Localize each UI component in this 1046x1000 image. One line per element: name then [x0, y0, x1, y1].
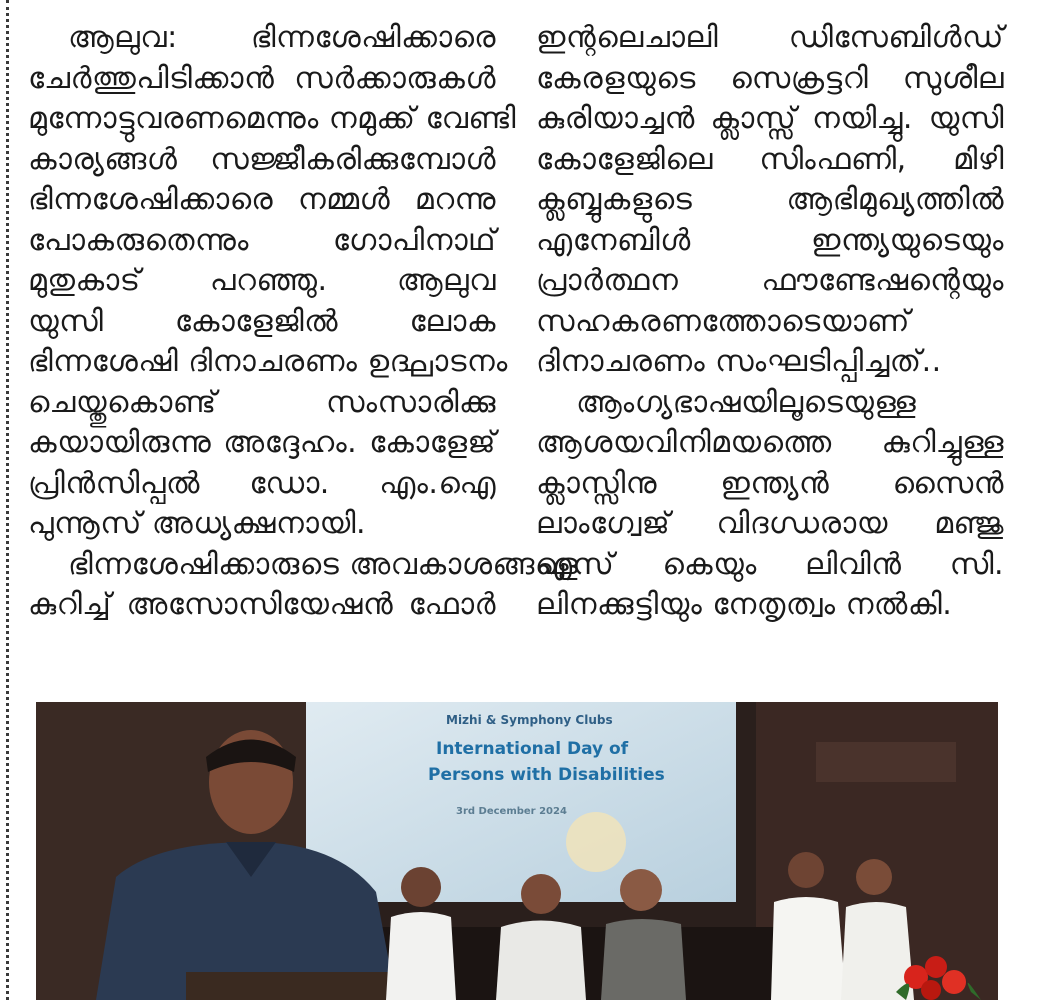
- article-line: ദിനാചരണം സംഘടിപ്പിച്ചത്..: [536, 344, 942, 379]
- screen-line: 3rd December 2024: [456, 806, 567, 817]
- column-divider-rule: [6, 0, 9, 1000]
- article-right-column: [536, 18, 1004, 626]
- event-photo-illustration: [36, 702, 998, 1000]
- article-line: ക്ലബ്ബുകളുടെ ആഭിമുഖ്യത്തിൽ: [536, 182, 1004, 217]
- article-line: ഇന്റലെചാലി ഡിസേബിൾഡ്: [536, 20, 1004, 55]
- article-line: ലാംഗ്വേജ് വിദഗ്ധരായ മഞ്ജു: [536, 506, 1004, 541]
- article-line: ക്ലാസ്സിനു ഇന്ത്യൻ സൈൻ: [536, 465, 1004, 501]
- article-line: കുരിയാച്ചൻ ക്ലാസ്സ് നയിച്ചു. യുസി: [536, 101, 1004, 136]
- article-line: സഹകരണത്തോടെയാണ്: [536, 303, 911, 339]
- article-line: പോകരുതെന്നും ഗോപിനാഥ്: [28, 222, 496, 258]
- article-line: പുന്നൂസ് അധ്യക്ഷനായി.: [28, 506, 366, 541]
- article-line: കുറിച്ച് അസോസിയേഷൻ ഫോർ: [28, 587, 496, 622]
- article-line: പ്രിൻസിപ്പൽ ഡോ. എം.ഐ: [28, 465, 496, 501]
- article-line: ഭിന്നശേഷിക്കാരുടെ അവകാശങ്ങളെ: [68, 546, 579, 582]
- article-line: ഭിന്നശേഷി ദിനാചരണം ഉദ്ഘാടനം: [28, 344, 508, 379]
- article-line: കോളേജിലെ സിംഫണി, മിഴി: [536, 141, 1004, 177]
- article-line: ചേർത്തുപിടിക്കാൻ സർക്കാരുകൾ: [28, 60, 496, 96]
- screen-line: Mizhi & Symphony Clubs: [446, 713, 613, 727]
- article-left-column: [28, 18, 579, 626]
- event-photo: [36, 702, 998, 1000]
- article-line: മുന്നോട്ടുവരണമെന്നും നമുക്ക് വേണ്ടി: [28, 101, 517, 136]
- article-line: ആലുവ: ഭിന്നശേഷിക്കാരെ: [68, 20, 496, 55]
- article-line: കാര്യങ്ങൾ സജ്ജീകരിക്കുമ്പോൾ: [28, 141, 496, 177]
- article-line: ആശയവിനിമയത്തെ കുറിച്ചുള്ള: [536, 425, 1004, 460]
- article-line: ഭിന്നശേഷിക്കാരെ നമ്മൾ മറന്നു: [28, 182, 496, 217]
- article-line: ചെയ്തുകൊണ്ട് സംസാരിക്കു: [28, 384, 496, 420]
- screen-line: International Day of: [436, 739, 629, 759]
- article-line: മുതുകാട് പറഞ്ഞു. ആലുവ: [28, 263, 496, 298]
- article-line: ലിനക്കുട്ടിയും നേതൃത്വം നൽകി.: [536, 587, 953, 622]
- article-line: എനേബിൾ ഇന്ത്യയുടെയും: [536, 222, 1004, 258]
- article-line: പ്രാർത്ഥന ഫൗണ്ടേഷന്റെയും: [536, 263, 1004, 298]
- news-article: [28, 18, 1008, 648]
- article-line: ആംഗ്യഭാഷയിലൂടെയുള്ള: [576, 384, 917, 420]
- article-line: കേരളയുടെ സെക്രട്ടറി സുശീല: [536, 60, 1004, 96]
- article-line: എസ് കെയും ലിവിൻ സി.: [536, 546, 1004, 582]
- article-line: കയായിരുന്നു അദ്ദേഹം. കോളേജ്: [28, 425, 496, 460]
- screen-line: Persons with Disabilities: [428, 765, 665, 785]
- article-line: യുസി കോളേജിൽ ലോക: [28, 303, 496, 339]
